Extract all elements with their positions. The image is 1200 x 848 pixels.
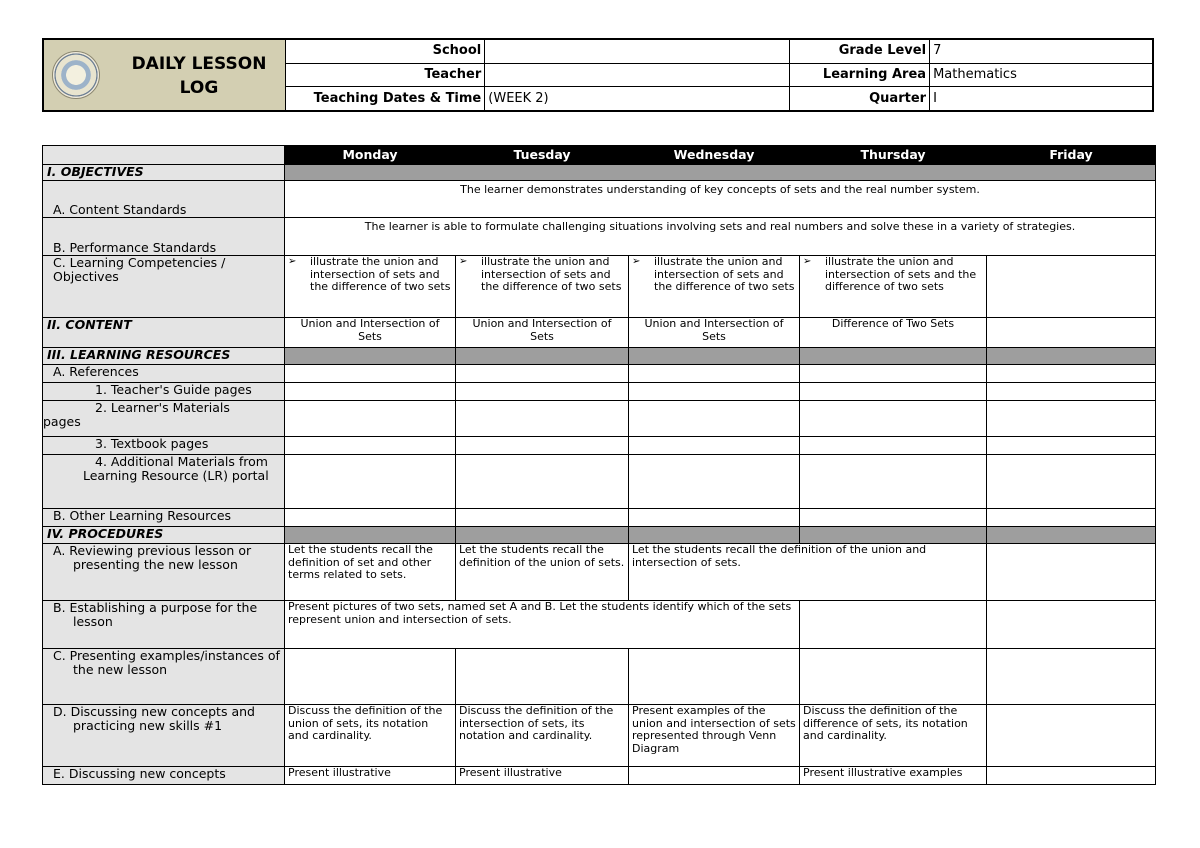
content-cell-wednesday[interactable]: Union and Intersection of Sets — [629, 318, 800, 348]
section-row-procedures — [43, 527, 1156, 544]
discussing-2-cell-monday[interactable]: Present illustrative — [285, 767, 456, 785]
row-competencies — [43, 256, 1156, 318]
purpose-label: B. Establishing a purpose for the lesson — [43, 601, 285, 649]
purpose-cell-friday[interactable] — [987, 601, 1156, 649]
section-fill — [285, 527, 456, 544]
arrow-bullet-icon: ➢ — [288, 256, 297, 267]
discussing-1-cell-friday[interactable] — [987, 705, 1156, 767]
cell[interactable] — [456, 401, 629, 437]
school-label: School — [285, 39, 484, 63]
teachers-guide-label: 1. Teacher's Guide pages — [43, 383, 285, 401]
section-content: II. CONTENT — [43, 318, 285, 348]
day-header-tuesday: Tuesday — [456, 146, 629, 165]
reviewing-cell-friday[interactable] — [987, 544, 1156, 601]
cell[interactable] — [629, 455, 800, 509]
header-logo-cell — [43, 39, 285, 111]
discussing-1-cell-monday[interactable]: Discuss the definition of the union of sets, its notation and cardinality. — [285, 705, 456, 767]
cell[interactable] — [285, 649, 456, 705]
discussing-1-label: D. Discussing new concepts and practicing new skills #1 — [43, 705, 285, 767]
cell[interactable] — [987, 509, 1156, 527]
cell[interactable] — [800, 437, 987, 455]
row-other-resources — [43, 509, 1156, 527]
content-cell-monday[interactable]: Union and Intersection of Sets — [285, 318, 456, 348]
textbook-pages-label: 3. Textbook pages — [43, 437, 285, 455]
competency-text: illustrate the union and intersection of sets and the difference of two sets — [481, 255, 622, 293]
row-learners-materials — [43, 401, 1156, 437]
discussing-1-cell-tuesday[interactable]: Discuss the definition of the intersection of sets, its notation and cardinality. — [456, 705, 629, 767]
section-fill — [285, 348, 456, 365]
section-procedures: IV. PROCEDURES — [43, 527, 285, 544]
corner-cell — [43, 146, 285, 165]
cell[interactable] — [285, 455, 456, 509]
cell[interactable] — [987, 437, 1156, 455]
learners-materials-label — [43, 401, 285, 437]
discussing-1-cell-thursday[interactable]: Discuss the definition of the difference of sets, its notation and cardinality. — [800, 705, 987, 767]
grade-level-field[interactable]: 7 — [930, 39, 1153, 63]
row-content-standards — [43, 181, 1156, 218]
content-standards-text[interactable]: The learner demonstrates understanding of key concepts of sets and the real number system. — [285, 181, 1156, 218]
cell[interactable] — [456, 455, 629, 509]
cell[interactable] — [629, 383, 800, 401]
section-fill — [629, 527, 800, 544]
row-content — [43, 318, 1156, 348]
competency-cell-thursday[interactable] — [800, 256, 987, 318]
competency-text: illustrate the union and intersection of sets and the difference of two sets — [654, 255, 795, 293]
row-references — [43, 365, 1156, 383]
arrow-bullet-icon: ➢ — [632, 256, 641, 267]
learning-area-label: Learning Area — [789, 63, 929, 87]
section-fill — [987, 348, 1156, 365]
additional-materials-label: 4. Additional Materials from Learning Resource (LR) portal — [43, 455, 285, 509]
purpose-cell-mon-wed[interactable]: Present pictures of two sets, named set A and B. Let the students identify which of the sets represent union and intersection of sets. — [285, 601, 800, 649]
performance-standards-label: B. Performance Standards — [43, 218, 285, 256]
day-header-friday: Friday — [987, 146, 1156, 165]
purpose-cell-thursday[interactable] — [800, 601, 987, 649]
section-fill — [987, 527, 1156, 544]
page-title: DAILY LESSON LOG — [131, 54, 267, 98]
competency-text: illustrate the union and intersection of sets and the difference of two sets — [825, 255, 977, 293]
row-performance-standards — [43, 218, 1156, 256]
day-header-row — [43, 146, 1156, 165]
reviewing-cell-monday[interactable]: Let the students recall the definition of set and other terms related to sets. — [285, 544, 456, 601]
cell[interactable] — [800, 383, 987, 401]
section-fill — [456, 348, 629, 365]
discussing-2-cell-friday[interactable] — [987, 767, 1156, 785]
cell[interactable] — [800, 365, 987, 383]
discussing-1-cell-wednesday[interactable]: Present examples of the union and intersection of sets represented through Venn Diagram — [629, 705, 800, 767]
cell[interactable] — [629, 401, 800, 437]
teacher-label: Teacher — [285, 63, 484, 87]
cell[interactable] — [456, 365, 629, 383]
cell[interactable] — [629, 437, 800, 455]
teaching-dates-field[interactable]: (WEEK 2) — [485, 87, 790, 111]
learners-materials-label-line1: 2. Learner's Materials — [95, 400, 230, 415]
section-fill — [456, 527, 629, 544]
row-textbook — [43, 437, 1156, 455]
cell[interactable] — [456, 383, 629, 401]
lesson-log-table — [42, 145, 1156, 785]
cell[interactable] — [987, 455, 1156, 509]
competency-cell-friday[interactable] — [987, 256, 1156, 318]
cell[interactable] — [456, 509, 629, 527]
row-discussing-1 — [43, 705, 1156, 767]
row-additional-materials — [43, 455, 1156, 509]
grade-level-label: Grade Level — [789, 39, 929, 63]
arrow-bullet-icon: ➢ — [459, 256, 468, 267]
cell[interactable] — [800, 649, 987, 705]
cell[interactable] — [987, 383, 1156, 401]
discussing-2-cell-wednesday[interactable] — [629, 767, 800, 785]
section-row-resources — [43, 348, 1156, 365]
discussing-2-label: E. Discussing new concepts — [43, 767, 285, 785]
day-header-monday: Monday — [285, 146, 456, 165]
other-resources-label: B. Other Learning Resources — [43, 509, 285, 527]
competency-cell-tuesday[interactable] — [456, 256, 629, 318]
competency-cell-wednesday[interactable] — [629, 256, 800, 318]
discussing-2-cell-tuesday[interactable]: Present illustrative — [456, 767, 629, 785]
row-purpose — [43, 601, 1156, 649]
cell[interactable] — [800, 509, 987, 527]
section-row-objectives — [43, 165, 1156, 181]
cell[interactable] — [987, 401, 1156, 437]
section-fill — [629, 348, 800, 365]
content-cell-thursday[interactable]: Difference of Two Sets — [800, 318, 987, 348]
cell[interactable] — [629, 365, 800, 383]
competency-text: illustrate the union and intersection of sets and the difference of two sets — [310, 255, 451, 293]
header-table — [42, 38, 1154, 112]
teacher-field[interactable] — [485, 63, 790, 87]
teaching-dates-label: Teaching Dates & Time — [285, 87, 484, 111]
row-discussing-2 — [43, 767, 1156, 785]
reviewing-label: A. Reviewing previous lesson or presenting the new lesson — [43, 544, 285, 601]
presenting-label: C. Presenting examples/instances of the new lesson — [43, 649, 285, 705]
content-standards-label: A. Content Standards — [43, 181, 285, 218]
cell[interactable] — [456, 437, 629, 455]
row-presenting — [43, 649, 1156, 705]
discussing-2-cell-thursday[interactable]: Present illustrative examples — [800, 767, 987, 785]
performance-standards-text[interactable]: The learner is able to formulate challenging situations involving sets and real numbers and solve these in a variety of strategies. — [285, 218, 1156, 256]
learners-materials-label-line2: pages — [43, 414, 81, 429]
cell[interactable] — [987, 649, 1156, 705]
row-teachers-guide — [43, 383, 1156, 401]
cell[interactable] — [456, 649, 629, 705]
learning-area-field[interactable]: Mathematics — [930, 63, 1153, 87]
cell[interactable] — [285, 437, 456, 455]
section-fill — [800, 348, 987, 365]
quarter-field[interactable]: I — [930, 87, 1153, 111]
competencies-label: C. Learning Competencies / Objectives — [43, 256, 285, 318]
reviewing-cell-tuesday[interactable]: Let the students recall the definition of the union of sets. — [456, 544, 629, 601]
cell[interactable] — [629, 509, 800, 527]
arrow-bullet-icon: ➢ — [803, 256, 812, 267]
quarter-label: Quarter — [789, 87, 929, 111]
competency-cell-monday[interactable] — [285, 256, 456, 318]
cell[interactable] — [800, 455, 987, 509]
cell[interactable] — [285, 383, 456, 401]
section-objectives: I. OBJECTIVES — [43, 165, 285, 181]
reviewing-cell-wed-thu[interactable]: Let the students recall the definition of the union and intersection of sets. — [629, 544, 987, 601]
cell[interactable] — [987, 365, 1156, 383]
cell[interactable] — [285, 365, 456, 383]
section-learning-resources: III. LEARNING RESOURCES — [43, 348, 285, 365]
cell[interactable] — [629, 649, 800, 705]
section-fill — [800, 527, 987, 544]
content-cell-friday[interactable] — [987, 318, 1156, 348]
content-cell-tuesday[interactable]: Union and Intersection of Sets — [456, 318, 629, 348]
school-field[interactable] — [485, 39, 790, 63]
cell[interactable] — [800, 401, 987, 437]
deped-seal-icon — [52, 51, 100, 99]
day-header-wednesday: Wednesday — [629, 146, 800, 165]
row-reviewing — [43, 544, 1156, 601]
section-fill — [285, 165, 1156, 181]
references-label: A. References — [43, 365, 285, 383]
cell[interactable] — [285, 401, 456, 437]
day-header-thursday: Thursday — [800, 146, 987, 165]
cell[interactable] — [285, 509, 456, 527]
